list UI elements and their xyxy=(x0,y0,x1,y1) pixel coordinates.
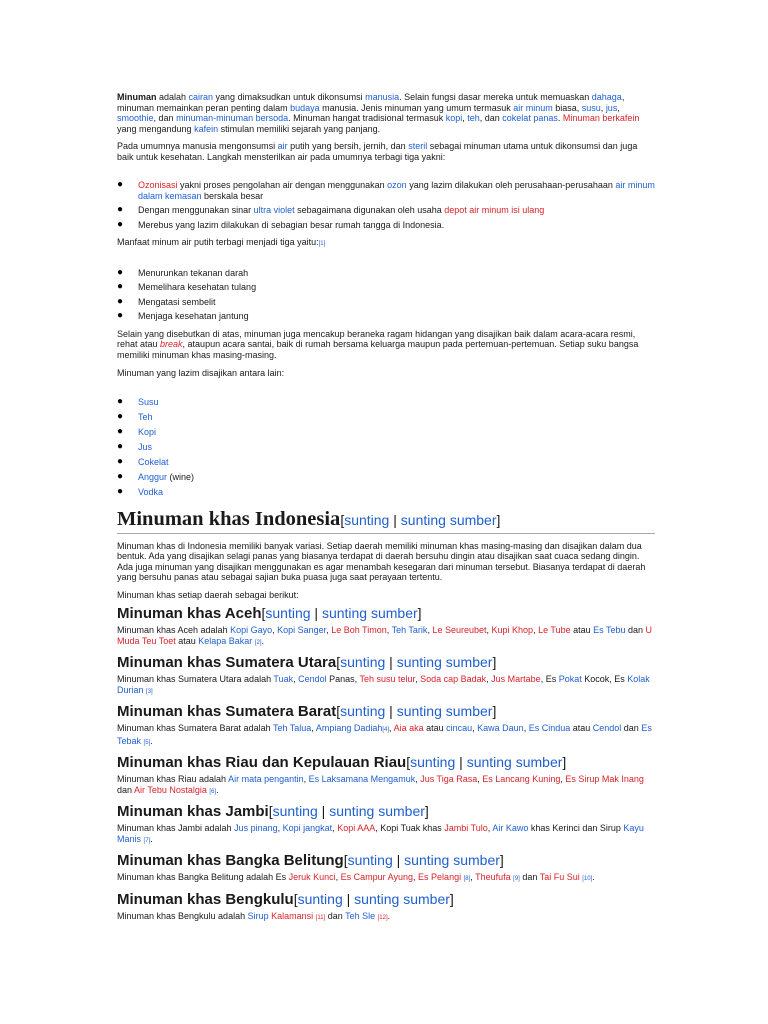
text: . xyxy=(592,872,595,883)
bracket: ] xyxy=(499,852,504,869)
text: Minuman khas Bengkulu adalah xyxy=(117,910,248,921)
link[interactable]: Cokelat xyxy=(138,456,169,467)
list-item xyxy=(117,457,655,468)
text: sebagai minuman utama untuk dikonsumsi dan juga baik untuk kesehatan. Langkah mensterilkan air pada umumnya terbagi tiga yakni: xyxy=(117,141,638,162)
red-link[interactable]: Le Boh Timon xyxy=(331,625,387,636)
text: , xyxy=(389,723,394,734)
bullet-icon: ● xyxy=(117,179,124,190)
link[interactable]: Es Tebu xyxy=(593,625,626,636)
text: , xyxy=(415,774,421,785)
edit-links xyxy=(336,703,496,719)
text: , xyxy=(486,674,492,685)
red-link[interactable]: depot air minum isi ulang xyxy=(444,205,545,215)
edit-links xyxy=(406,754,566,770)
sterilization-list xyxy=(117,180,655,230)
text: manusia. Jenis minuman yang umum termasuk xyxy=(319,102,514,113)
text: , xyxy=(533,625,539,636)
text: , xyxy=(523,723,529,734)
edit-link[interactable]: sunting xyxy=(265,605,311,622)
red-link[interactable]: Kupi Khop xyxy=(491,625,534,636)
text: atau xyxy=(570,723,593,734)
heading-text: Minuman khas Indonesia xyxy=(117,507,341,530)
text: . xyxy=(557,113,563,123)
link[interactable]: manusia xyxy=(365,92,400,102)
bracket: ] xyxy=(492,703,497,720)
edit-link[interactable]: sunting xyxy=(344,511,390,528)
bullet-icon: ● xyxy=(117,410,124,422)
text: , xyxy=(487,823,493,834)
red-link[interactable]: Es Campur Ayung xyxy=(340,872,414,883)
text: , xyxy=(277,823,283,834)
bullet-icon: ● xyxy=(117,440,124,452)
subsection-heading-babel xyxy=(117,851,655,870)
benefit-list xyxy=(117,268,655,322)
edit-source-link[interactable]: sunting sumber xyxy=(329,803,425,820)
link[interactable]: Teh xyxy=(138,411,153,422)
red-link[interactable]: break xyxy=(160,339,183,349)
link[interactable]: Susu xyxy=(138,396,159,407)
text: atau xyxy=(570,625,594,636)
link[interactable]: Es Cindua xyxy=(528,723,571,734)
red-link[interactable]: Jeruk Kunci xyxy=(288,872,336,883)
link[interactable]: Kelapa Bakar xyxy=(198,635,253,646)
edit-links xyxy=(344,852,504,868)
citation-link[interactable]: [4] xyxy=(382,727,390,734)
bullet-icon: ● xyxy=(117,425,124,437)
heading-text: Minuman khas Riau dan Kepulauan Riau xyxy=(117,754,407,772)
text: , xyxy=(462,113,468,123)
red-link[interactable]: Soda cap Badak xyxy=(420,674,487,685)
text: , xyxy=(272,625,278,636)
edit-link[interactable]: sunting xyxy=(297,890,343,907)
edit-link[interactable]: sunting xyxy=(272,803,318,820)
red-link[interactable]: Ozonisasi xyxy=(138,180,178,190)
text: , xyxy=(477,774,483,785)
edit-source-link[interactable]: sunting sumber xyxy=(354,890,450,907)
link[interactable]: Teh Sle xyxy=(345,910,376,921)
bracket: ] xyxy=(492,654,497,671)
citation-link[interactable]: [8] xyxy=(463,876,471,883)
link[interactable]: Kayu Manis xyxy=(117,823,644,844)
red-link[interactable]: Es Pelangi xyxy=(418,872,462,883)
edit-source-link[interactable]: sunting sumber xyxy=(396,703,493,720)
text: Merebus yang lazim dilakukan di sebagian besar rumah tangga di Indonesia. xyxy=(138,219,445,230)
link[interactable]: air minum dalam kemasan xyxy=(138,180,655,201)
link[interactable]: Kawa Daun xyxy=(477,723,524,734)
text: , xyxy=(470,872,476,883)
text: . xyxy=(387,910,391,921)
aceh-paragraph xyxy=(117,625,655,648)
edit-source-link[interactable]: sunting sumber xyxy=(396,654,493,671)
separator: | xyxy=(317,803,330,820)
edit-link[interactable]: sunting xyxy=(410,754,456,771)
text: putih yang bersih, jernih, dan xyxy=(287,141,409,151)
link[interactable]: Teh Talua xyxy=(272,723,312,734)
text: Manfaat minum air putih terbagi menjadi tiga yaitu: xyxy=(117,237,319,247)
link[interactable]: ultra violet xyxy=(253,205,295,215)
link[interactable]: Jus xyxy=(138,441,153,452)
text: . Minuman hangat tradisional termasuk xyxy=(288,113,446,123)
red-link[interactable]: Le Tube xyxy=(538,625,571,636)
separator: | xyxy=(392,852,405,869)
section-paragraph: Minuman khas setiap daerah sebagai berikut: xyxy=(117,589,299,600)
text: dan xyxy=(117,784,135,795)
bracket: ] xyxy=(562,754,567,771)
section-paragraph: Minuman khas di Indonesia memiliki banyak variasi. Setiap daerah memiliki minuman khas masing-masing dan disajikan dalam dua bentuk. Ada yang disajikan selagi panas yang biasanya terdapat di daerah bersuhu dingin atau disajikan saat cuaca sedang dingin. Ada juga minuman yang disajikan menggunakan es agar menambah kesegaran dari minuman tersebut. Biasanya terdapat di daerah yang bersuhu panas atau sebagai sajian buka puasa juga saat perayaan tertentu. xyxy=(117,540,646,583)
link[interactable]: air xyxy=(277,141,288,151)
bracket: ] xyxy=(424,803,429,820)
text: Menurunkan tekanan darah xyxy=(138,267,249,278)
text: Pada umumnya manusia mengonsumsi xyxy=(117,141,278,151)
text: Minuman khas Jambi adalah xyxy=(117,823,235,834)
sumbar-paragraph xyxy=(117,723,655,748)
text: . xyxy=(150,833,153,844)
babel-paragraph xyxy=(117,872,655,885)
link[interactable]: Anggur xyxy=(138,471,168,482)
red-link[interactable]: U Muda Teu Toet xyxy=(117,625,653,646)
link[interactable]: kafein xyxy=(194,123,219,134)
subsection-heading-aceh xyxy=(117,604,655,623)
text: , xyxy=(486,625,492,636)
intro-paragraph xyxy=(117,92,655,134)
link[interactable]: Sirup xyxy=(247,910,269,921)
text: Kocok, Es xyxy=(581,674,628,685)
subsection-heading-sumut xyxy=(117,653,655,672)
link[interactable]: teh xyxy=(467,113,480,123)
link[interactable]: Tuak xyxy=(273,674,294,685)
link[interactable]: Kolak Durian xyxy=(117,674,650,695)
edit-link[interactable]: sunting xyxy=(347,852,393,869)
bracket: [ xyxy=(336,654,341,671)
bracket: [ xyxy=(268,803,273,820)
text: , xyxy=(472,723,478,734)
link[interactable]: Kopi Gayo xyxy=(230,625,273,636)
text: dan xyxy=(625,625,646,636)
citation-link[interactable]: [7] xyxy=(143,837,151,844)
term-bold: Minuman xyxy=(117,92,157,102)
link[interactable]: susu xyxy=(581,102,601,113)
citation-link[interactable]: [11] xyxy=(315,914,326,921)
link[interactable]: budaya xyxy=(290,102,320,113)
edit-links xyxy=(336,654,496,670)
text: , xyxy=(386,625,392,636)
bullet-icon: ● xyxy=(117,281,124,292)
text: . Selain fungsi dasar mereka untuk memuaskan xyxy=(399,92,592,102)
separator: | xyxy=(455,754,467,771)
bullet-icon: ● xyxy=(117,455,124,467)
citation-link[interactable]: [9] xyxy=(513,876,520,883)
text: atau xyxy=(423,723,447,734)
list-item xyxy=(117,220,655,231)
text: , xyxy=(415,674,421,685)
text: , xyxy=(617,102,620,113)
link[interactable]: Es Laksamana Mengamuk xyxy=(308,774,416,785)
red-link[interactable]: Tai Fu Sui xyxy=(539,872,580,883)
red-link[interactable]: Minuman berkafein xyxy=(562,113,640,123)
heading-text: Minuman khas Sumatera Utara xyxy=(117,654,337,672)
edit-link[interactable]: sunting xyxy=(340,654,386,671)
text: , dan xyxy=(153,113,177,123)
separator: | xyxy=(342,890,355,907)
list-item xyxy=(117,412,655,423)
citation-link[interactable]: [6] xyxy=(209,788,217,795)
link[interactable]: air minum xyxy=(513,102,553,113)
text: , xyxy=(303,774,309,785)
separator: | xyxy=(310,605,322,622)
text: . xyxy=(216,784,219,795)
red-link[interactable]: Es Sirup Mak Inang xyxy=(565,774,644,785)
text: , xyxy=(335,872,341,883)
text: Memelihara kesehatan tulang xyxy=(138,282,257,292)
bracket: [ xyxy=(406,754,411,771)
text: , dan xyxy=(479,113,503,123)
bracket: ] xyxy=(417,605,422,622)
heading-text: Minuman khas Bengkulu xyxy=(117,890,294,908)
bracket: ] xyxy=(496,511,501,528)
link[interactable]: minuman-minuman bersoda xyxy=(176,113,289,123)
text: Minuman khas Bangka Belitung adalah Es xyxy=(117,872,289,883)
citation-link[interactable]: [12] xyxy=(377,914,388,921)
jambi-paragraph xyxy=(117,823,655,846)
text: (wine) xyxy=(167,471,195,482)
edit-source-link[interactable]: sunting sumber xyxy=(466,754,563,771)
heading-text: Minuman khas Aceh xyxy=(117,605,262,623)
heading-text: Minuman khas Bangka Belitung xyxy=(117,852,344,870)
red-link[interactable]: Jus Martabe xyxy=(491,674,541,685)
edit-source-link[interactable]: sunting sumber xyxy=(404,852,500,869)
list-item xyxy=(117,442,655,453)
text: berskala besar xyxy=(201,190,264,201)
drink-list xyxy=(117,397,655,498)
text: Menjaga kesehatan jantung xyxy=(138,311,249,321)
bracket: [ xyxy=(293,890,298,907)
text: yang lazim dilakukan oleh perusahaan-perusahaan xyxy=(406,180,616,190)
text: , ataupun acara santai, baik di rumah bersama keluarga maupun pada pertemuan-pertemuan. Setiap suku bangsa memiliki minuman khas masing-masing. xyxy=(117,339,639,360)
text: , Es xyxy=(540,674,559,685)
subsection-heading-riau xyxy=(117,753,655,772)
link[interactable]: Ampiang Dadiah xyxy=(315,723,383,734)
link[interactable]: Cendol xyxy=(592,723,622,734)
text: , xyxy=(293,674,299,685)
manfaat-paragraph xyxy=(117,237,655,250)
bracket: [ xyxy=(343,852,348,869)
bullet-icon: ● xyxy=(117,295,124,307)
text: . xyxy=(150,735,153,746)
text: Minuman khas Riau adalah xyxy=(117,774,229,785)
red-link[interactable]: Kopi AAA xyxy=(337,823,376,834)
red-link[interactable]: Teh susu telur xyxy=(359,674,416,685)
text: Mengatasi sembelit xyxy=(138,296,216,307)
list-item xyxy=(117,472,655,483)
bullet-icon: ● xyxy=(117,395,124,407)
list-item xyxy=(117,268,655,279)
red-link[interactable]: Air Tebu Nostalgia xyxy=(134,784,207,795)
text: yang dimaksudkan untuk dikonsumsi xyxy=(213,92,366,102)
water-paragraph xyxy=(117,141,655,162)
bracket: [ xyxy=(340,511,345,528)
riau-paragraph xyxy=(117,774,655,797)
edit-source-link[interactable]: sunting sumber xyxy=(321,605,418,622)
bengkulu-paragraph xyxy=(117,911,655,924)
bracket: ] xyxy=(449,890,454,907)
citation-link[interactable]: [5] xyxy=(143,739,151,746)
link[interactable]: cokelat panas xyxy=(502,113,558,123)
citation-link[interactable]: [1] xyxy=(318,241,326,247)
link[interactable]: Pokat xyxy=(558,674,582,685)
link[interactable]: Teh Tarik xyxy=(391,625,428,636)
link[interactable]: Kopi Sanger xyxy=(277,625,327,636)
link[interactable]: Cendol xyxy=(298,674,327,685)
list-item xyxy=(117,427,655,438)
text: dan xyxy=(519,872,540,883)
text: biasa, xyxy=(552,102,582,113)
link[interactable]: dahaga xyxy=(591,92,622,102)
text: adalah xyxy=(156,92,189,102)
text: , xyxy=(413,872,419,883)
text: , xyxy=(311,723,316,734)
link[interactable]: Jus pinang xyxy=(234,823,278,834)
bullet-icon: ● xyxy=(117,204,124,215)
link[interactable]: jus xyxy=(605,102,618,113)
bracket: [ xyxy=(336,703,341,720)
text: Minuman khas Sumatera Barat adalah xyxy=(117,723,273,734)
text: Minuman khas Aceh adalah xyxy=(117,625,231,636)
link[interactable]: Kopi xyxy=(138,426,157,437)
link[interactable]: Air Kawo xyxy=(492,823,529,834)
separator: | xyxy=(385,703,397,720)
text: atau xyxy=(175,635,199,646)
link[interactable]: steril xyxy=(408,141,428,151)
text: Panas, xyxy=(326,674,360,685)
bracket: [ xyxy=(261,605,266,622)
text: , xyxy=(326,625,332,636)
text: stimulan memiliki sejarah yang panjang. xyxy=(218,123,381,134)
bullet-icon: ● xyxy=(117,470,124,482)
text: dan xyxy=(621,723,642,734)
red-link[interactable]: Jambi Tulo xyxy=(444,823,488,834)
bullet-icon: ● xyxy=(117,486,124,498)
link[interactable]: kopi xyxy=(445,113,463,123)
text: , xyxy=(600,102,606,113)
text: , xyxy=(427,625,433,636)
list-item xyxy=(117,180,655,201)
separator: | xyxy=(389,511,401,528)
link[interactable]: smoothie xyxy=(117,113,154,123)
heading-text: Minuman khas Sumatera Barat xyxy=(117,703,337,721)
link[interactable]: Kopi jangkat xyxy=(282,823,333,834)
edit-link[interactable]: sunting xyxy=(340,703,386,720)
red-link[interactable]: Aia aka xyxy=(393,723,424,734)
text: , Kopi Tuak khas xyxy=(375,823,445,834)
list-intro: Minuman yang lazim disajikan antara lain: xyxy=(117,368,285,378)
bullet-icon: ● xyxy=(117,310,124,321)
link[interactable]: Vodka xyxy=(138,487,164,498)
article-body xyxy=(117,92,655,923)
text: , minuman memainkan peran penting dalam xyxy=(117,92,625,113)
heading-text: Minuman khas Jambi xyxy=(117,803,269,821)
list-item xyxy=(117,311,655,322)
text: Minuman khas Sumatera Utara adalah xyxy=(117,674,274,685)
edit-links xyxy=(261,605,421,621)
list-item xyxy=(117,282,655,293)
text: , xyxy=(332,823,338,834)
citation-link[interactable]: [3] xyxy=(146,688,153,695)
edit-links xyxy=(340,512,500,528)
link[interactable]: ozon xyxy=(387,180,407,190)
list-item xyxy=(117,297,655,308)
text: . xyxy=(261,635,264,646)
variety-paragraph xyxy=(117,329,655,361)
text: yang mengandung xyxy=(117,123,195,134)
edit-links xyxy=(269,803,429,819)
subsection-heading-sumbar xyxy=(117,702,655,721)
list-item xyxy=(117,397,655,408)
list-item xyxy=(117,205,655,216)
edit-links xyxy=(294,891,454,907)
section-heading xyxy=(117,507,655,534)
citation-link[interactable]: [10] xyxy=(582,876,593,883)
red-link[interactable]: Kalamansi xyxy=(271,910,314,921)
subsection-heading-bengkulu xyxy=(117,890,655,909)
red-link[interactable]: Le Seureubet xyxy=(432,625,487,636)
red-link[interactable]: Theufufa xyxy=(475,872,511,883)
subsection-heading-jambi xyxy=(117,802,655,821)
red-link[interactable]: Jus Tiga Rasa xyxy=(420,774,478,785)
bullet-icon: ● xyxy=(117,266,124,278)
link[interactable]: Air mata pengantin xyxy=(228,774,304,785)
text: Selain yang disebutkan di atas, minuman juga mencakup beraneka ragam hidangan yang disajikan baik dalam acara-acara resmi, rehat atau xyxy=(117,328,636,349)
list-item xyxy=(117,487,655,498)
edit-source-link[interactable]: sunting sumber xyxy=(400,511,497,528)
link[interactable]: Es Tebak xyxy=(117,723,652,746)
citation-link[interactable]: [2] xyxy=(254,639,262,646)
separator: | xyxy=(385,654,397,671)
link[interactable]: cairan xyxy=(188,92,214,102)
text: khas Kerinci dan Sirup xyxy=(528,823,624,834)
text: dan xyxy=(325,910,346,921)
text: yakni proses pengolahan air dengan menggunakan xyxy=(177,180,388,190)
text: sebagaimana digunakan oleh usaha xyxy=(294,205,445,215)
text: , xyxy=(560,774,566,785)
link[interactable]: cincau xyxy=(446,723,473,734)
bullet-icon: ● xyxy=(117,218,124,230)
red-link[interactable]: Es Lancang Kuning xyxy=(482,774,561,785)
sumut-paragraph xyxy=(117,674,655,697)
text: Dengan menggunakan sinar xyxy=(138,205,254,215)
